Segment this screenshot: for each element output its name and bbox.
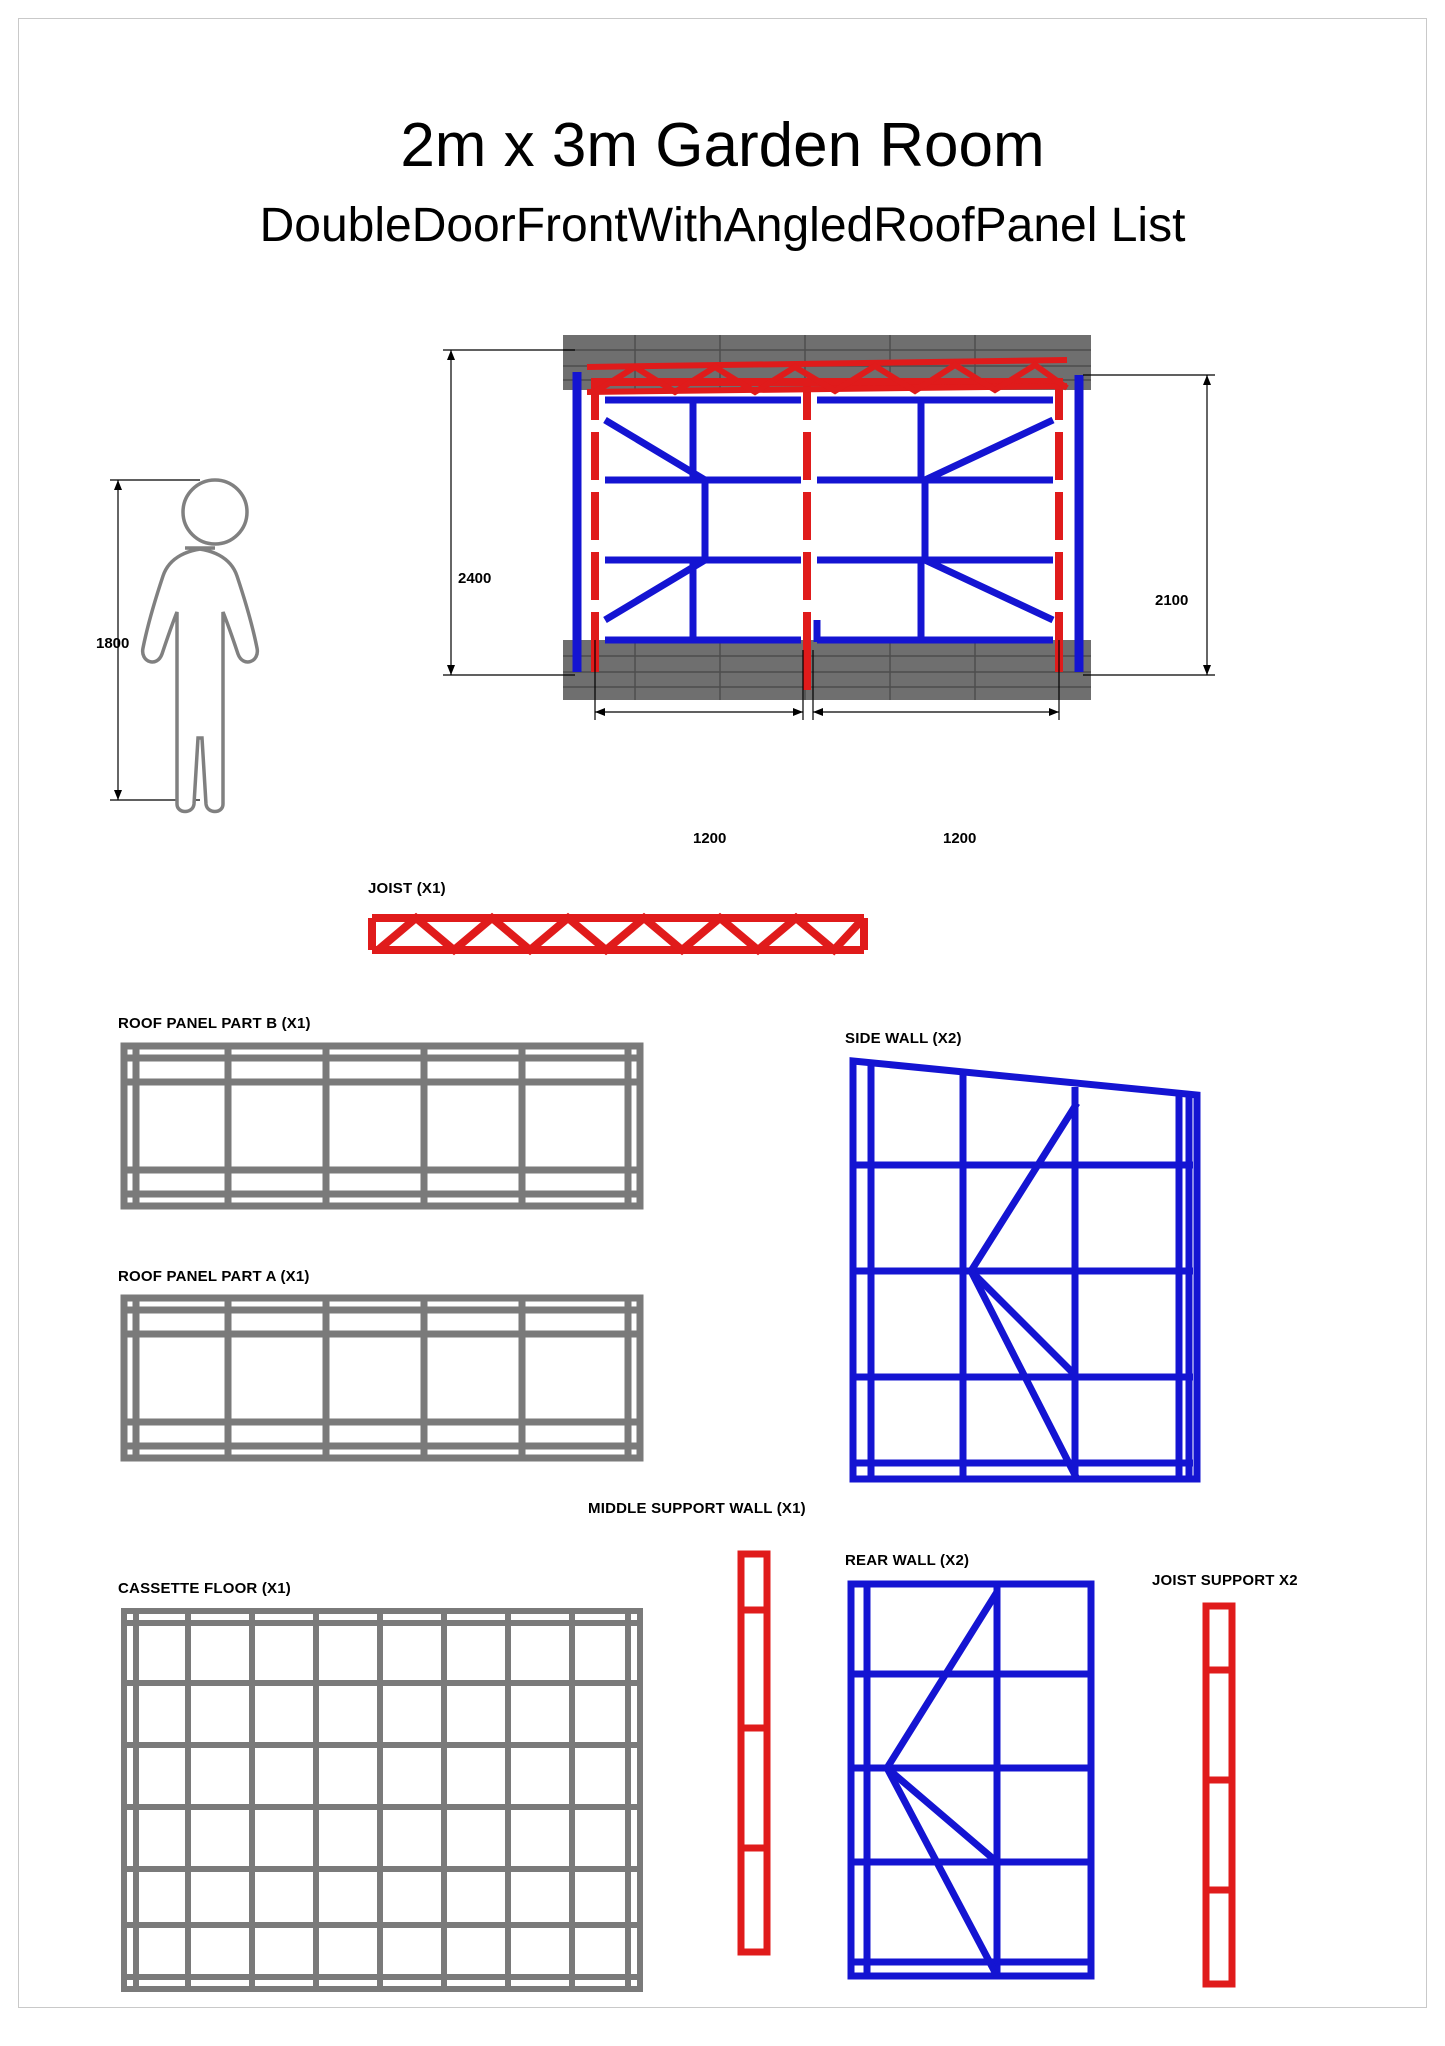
side-wall-posts xyxy=(577,372,1079,672)
part-figure-joist-support xyxy=(1200,1600,1240,1990)
part-figure-middle-support-wall xyxy=(735,1548,775,1958)
building-height-dimension xyxy=(443,350,575,675)
part-label-side-wall: SIDE WALL (X2) xyxy=(845,1030,962,1047)
page-title: 2m x 3m Garden Room xyxy=(400,111,1045,180)
eaves-height-dimension xyxy=(1083,375,1215,675)
front-elevation-figure xyxy=(455,320,1215,860)
part-label-middle-support-wall: MIDDLE SUPPORT WALL (X1) xyxy=(588,1500,806,1517)
door-left-width-label: 1200 xyxy=(685,830,734,847)
part-label-roof-panel-b: ROOF PANEL PART B (X1) xyxy=(118,1015,311,1032)
part-figure-side-wall xyxy=(845,1055,1215,1485)
part-figure-joist xyxy=(368,910,888,970)
part-label-rear-wall: REAR WALL (X2) xyxy=(845,1552,970,1569)
part-figure-rear-wall xyxy=(845,1578,1105,1983)
part-label-roof-panel-a: ROOF PANEL PART A (X1) xyxy=(118,1268,310,1285)
person-height-label: 1800 xyxy=(96,635,130,652)
human-silhouette xyxy=(143,480,258,812)
part-label-joist: JOIST (X1) xyxy=(368,880,446,897)
part-label-joist-support: JOIST SUPPORT X2 xyxy=(1152,1572,1298,1589)
base-cladding xyxy=(563,640,1091,700)
part-label-cassette-floor: CASSETTE FLOOR (X1) xyxy=(118,1580,291,1597)
part-figure-roof-panel-a xyxy=(118,1292,658,1472)
page-subtitle: DoubleDoorFrontWithAngledRoofPanel List xyxy=(259,199,1186,252)
building-height-label: 2400 xyxy=(458,570,492,587)
part-figure-cassette-floor xyxy=(118,1605,658,1995)
part-figure-roof-panel-b xyxy=(118,1040,658,1220)
wall-framing xyxy=(605,400,1053,642)
eaves-height-label: 2100 xyxy=(1155,592,1189,609)
door-right-width-label: 1200 xyxy=(935,830,984,847)
